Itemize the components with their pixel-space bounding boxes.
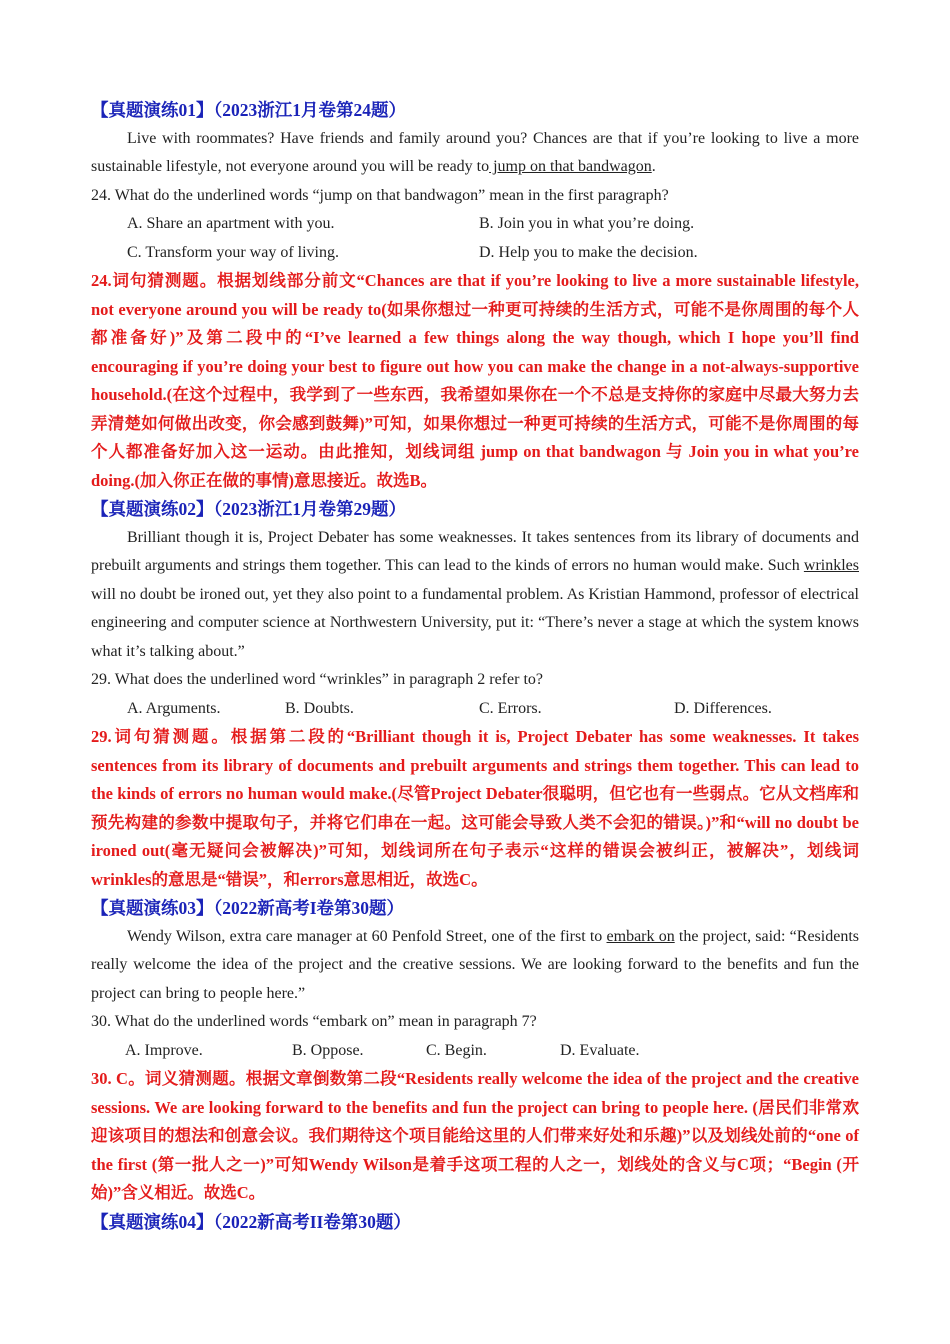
option-d: D. Differences. xyxy=(674,699,772,717)
section-heading: 【真题演练04】（2022新高考II卷第30题） xyxy=(91,1211,411,1232)
option-a: A. Improve. xyxy=(125,1041,203,1059)
passage-paragraph xyxy=(91,524,859,667)
option-c: C. Begin. xyxy=(426,1041,487,1059)
passage-text: Brilliant though it is, Project Debater has some weaknesses. It takes sentences from its library of documents and prebuilt arguments and strings them together. This can lead to the kinds of errors no human would make. Such xyxy=(91,528,859,574)
passage-text: will no doubt be ironed out, yet they also point to a fundamental problem. As Kristian Hammond, professor of electrical engineering and computer science at Northwestern University, put it: “There’s never a stage at which the system knows what it’s talking about.” xyxy=(91,585,859,660)
passage-text: Wendy Wilson, extra care manager at 60 Penfold Street, one of the first to xyxy=(127,927,607,945)
answer-explanation: 30. C。词义猜测题。根据文章倒数第二段“Residents really welcome the idea of the project and the creative sessions. We are looking forward to the benefits and fun the project can bring to people here. (居民们非常欢迎该项目的想法和创意会议。我们期待这个项目能给这里的人们带来好处和乐趣)”以及划线处前的“one of the first (第一批人之一)”可知Wendy Wilson是着手这项工程的人之一，划线处的含义与C项；“Begin (开始)”含义相近。故选C。 xyxy=(91,1069,859,1202)
option-c: C. Errors. xyxy=(479,699,542,717)
option-b: B. Oppose. xyxy=(292,1041,364,1059)
section-heading: 【真题演练02】（2023浙江1月卷第29题） xyxy=(91,499,406,519)
section-heading: 【真题演练03】（2022新高考I卷第30题） xyxy=(91,898,405,918)
options-row xyxy=(91,239,859,268)
underlined-phrase: jump on that bandwagon xyxy=(489,158,652,175)
question-text: 24. What do the underlined words “jump on that bandwagon” mean in the first paragraph? xyxy=(91,186,669,204)
passage-text: Live with roommates? Have friends and family around you? Chances are that if you’re looking to live a more sustainable lifestyle, not everyone around you will be ready to xyxy=(91,129,859,175)
document-page xyxy=(91,96,859,1236)
answer-explanation: 24.词句猜测题。根据划线部分前文“Chances are that if you’re looking to live a more sustainable lifestyle, not everyone around you will be ready to(如果你想过一种更可持续的生活方式，可能不是你周围的每个人都准备好)”及第二段中的“I’ve learned a few things along the way though, which I hope you’ll find encouraging if you’re doing your best to figure out how you can make the change in a not-always-supportive household.(在这个过程中，我学到了一些东西，我希望如果你在一个不总是支持你的家庭中尽最大努力去弄清楚如何做出改变，你会感到鼓舞)”可知，如果你想过一种更可持续的生活方式，可能不是你周围的每个人都准备好加入这一运动。由此推知，划线词组 jump on that bandwagon 与 Join you in what you’re doing.(加入你正在做的事情)意思接近。故选B。 xyxy=(91,271,859,490)
option-d: D. Evaluate. xyxy=(560,1041,640,1059)
option-b: B. Doubts. xyxy=(285,699,354,717)
option-b: B. Join you in what you’re doing. xyxy=(479,215,695,232)
passage-paragraph xyxy=(91,923,859,1009)
options-row xyxy=(91,695,859,724)
option-d: D. Help you to make the decision. xyxy=(479,243,698,261)
question-text: 29. What does the underlined word “wrinkles” in paragraph 2 refer to? xyxy=(91,671,543,688)
question-text: 30. What do the underlined words “embark on” mean in paragraph 7? xyxy=(91,1013,537,1030)
option-a: A. Share an apartment with you. xyxy=(127,215,335,232)
option-c: C. Transform your way of living. xyxy=(127,243,339,261)
passage-text: . xyxy=(651,158,656,175)
section-heading: 【真题演练01】（2023浙江1月卷第24题） xyxy=(91,100,406,120)
underlined-phrase: embark on xyxy=(606,927,675,945)
options-row xyxy=(91,210,859,239)
passage-paragraph xyxy=(91,125,859,182)
underlined-phrase: wrinkles xyxy=(803,557,859,574)
answer-explanation: 29.词句猜测题。根据第二段的“Brilliant though it is, Project Debater has some weaknesses. It takes sentences from its library of documents and prebuilt arguments and strings them together. This can lead to the kinds of errors no human would make.(尽管Project Debater很聪明，但它也有一些弱点。它从文档库和预先构建的参数中提取句子，并将它们串在一起。这可能会导致人类不会犯的错误。)”和“will no doubt be ironed out(毫无疑问会被解决)”可知，划线词所在句子表示“这样的错误会被纠正，被解决”，划线词wrinkles的意思是“错误”，和errors意思相近，故选C。 xyxy=(91,727,859,889)
options-row xyxy=(91,1037,859,1066)
option-a: A. Arguments. xyxy=(127,699,221,717)
passage-text: the project, said: “Residents really welcome the idea of the project and the creative sessions. We are looking forward to the benefits and fun the project can bring to people here.” xyxy=(91,927,860,1002)
